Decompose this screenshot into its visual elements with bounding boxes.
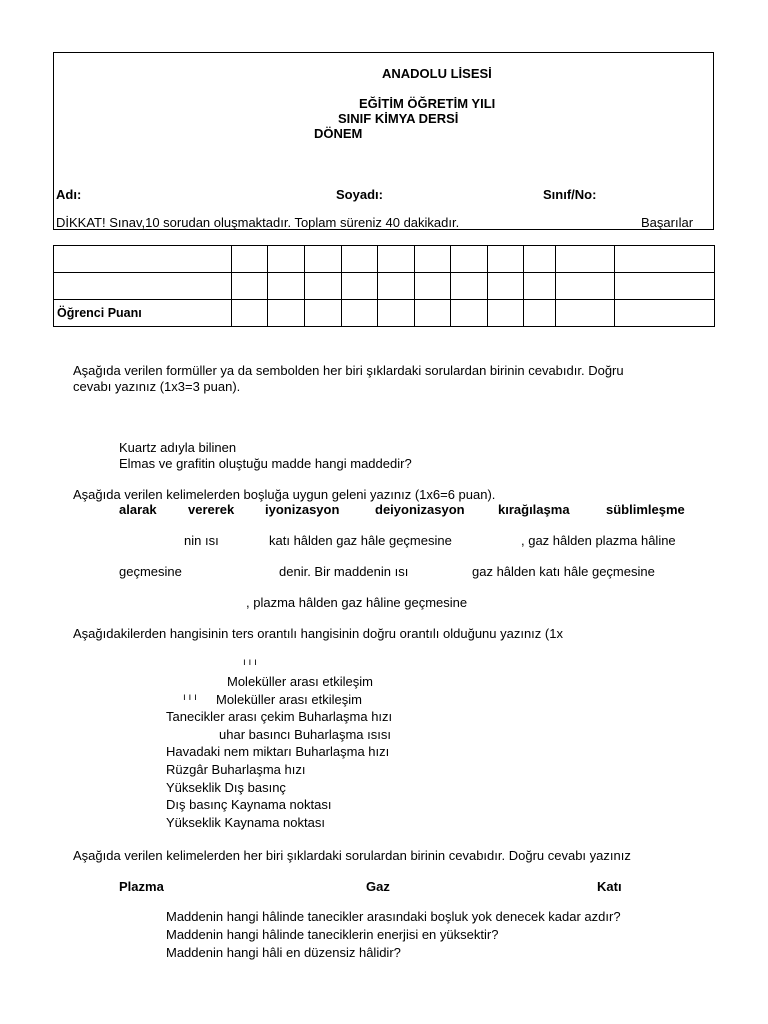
answer-option-gas: Gaz <box>366 879 390 894</box>
proportion-item: Tanecikler arası çekim Buharlaşma hızı <box>166 709 393 724</box>
fill-in-fragment: geçmesine <box>119 564 182 579</box>
proportion-item: Yükseklik Dış basınç <box>166 780 286 795</box>
section4-question-1: Maddenin hangi hâlinde tanecikler arasındaki boşluk yok denecek kadar azdır? <box>166 909 621 924</box>
score-cell <box>556 300 615 327</box>
fill-in-fragment: gaz hâlden katı hâle geçmesine <box>472 564 655 579</box>
section1-question-2: Elmas ve grafitin oluştuğu madde hangi maddedir? <box>119 456 412 471</box>
table-row <box>54 300 715 327</box>
word-option: kırağılaşma <box>498 502 570 517</box>
academic-year-line: EĞİTİM ÖĞRETİM YILI <box>359 96 496 111</box>
good-luck-text: Başarılar <box>641 215 694 230</box>
score-cell <box>556 246 615 273</box>
word-option: süblimleşme <box>606 502 685 517</box>
score-cell <box>488 300 524 327</box>
proportion-item: Havadaki nem miktarı Buharlaşma hızı <box>166 744 390 759</box>
score-cell <box>615 300 715 327</box>
score-cell <box>232 300 268 327</box>
surname-label: Soyadı: <box>336 187 383 202</box>
score-cell <box>268 246 305 273</box>
score-cell <box>415 300 451 327</box>
fill-in-fragment: , plazma hâlden gaz hâline geçmesine <box>246 595 468 610</box>
fill-in-fragment: , gaz hâlden plazma hâline <box>521 533 676 548</box>
score-cell <box>524 300 556 327</box>
score-cell <box>378 273 415 300</box>
score-cell <box>54 246 232 273</box>
section1-question-1: Kuartz adıyla bilinen <box>119 440 237 455</box>
score-cell <box>556 273 615 300</box>
class-number-label: Sınıf/No: <box>543 187 597 202</box>
section1-instruction-cont: cevabı yazınız (1x3=3 puan). <box>73 379 241 394</box>
score-cell <box>378 246 415 273</box>
score-cell <box>268 300 305 327</box>
score-cell <box>451 246 488 273</box>
score-cell <box>451 273 488 300</box>
section4-question-3: Maddenin hangi hâli en düzensiz hâlidir? <box>166 945 401 960</box>
score-cell <box>615 246 715 273</box>
score-cell <box>615 273 715 300</box>
table-row <box>54 246 715 273</box>
score-cell <box>488 273 524 300</box>
section1-instruction: Aşağıda verilen formüller ya da sembolden her biri şıklardaki sorulardan birinin cevabıdır. Doğru <box>73 363 624 378</box>
proportion-item: Rüzgâr Buharlaşma hızı <box>166 762 306 777</box>
word-option: iyonizasyon <box>265 502 340 517</box>
section2-instruction: Aşağıda verilen kelimelerden boşluğa uygun geleni yazınız (1x6=6 puan). <box>73 487 496 502</box>
score-table <box>53 245 715 327</box>
table-row <box>54 273 715 300</box>
word-option: deiyonizasyon <box>375 502 465 517</box>
score-cell <box>268 273 305 300</box>
section3-instruction: Aşağıdakilerden hangisinin ters orantılı hangisinin doğru orantılı olduğunu yazınız (1x <box>73 626 563 641</box>
word-option: vererek <box>188 502 235 517</box>
text-fragment: ı ı ı <box>243 657 257 668</box>
section4-question-2: Maddenin hangi hâlinde taneciklerin enerjisi en yüksektir? <box>166 927 499 942</box>
answer-option-plasma: Plazma <box>119 879 164 894</box>
score-cell <box>524 246 556 273</box>
score-cell <box>342 273 378 300</box>
school-name: ANADOLU LİSESİ <box>382 66 492 81</box>
text-fragment: ı ı ı <box>183 692 197 703</box>
fill-in-fragment: nin ısı <box>184 533 219 548</box>
score-cell <box>524 273 556 300</box>
fill-in-fragment: denir. Bir maddenin ısı <box>279 564 409 579</box>
score-cell <box>451 300 488 327</box>
score-cell <box>232 246 268 273</box>
score-cell <box>54 273 232 300</box>
proportion-item: Dış basınç Kaynama noktası <box>166 797 332 812</box>
term-line: DÖNEM <box>314 126 363 141</box>
fill-in-fragment: katı hâlden gaz hâle geçmesine <box>269 533 452 548</box>
score-cell <box>305 273 342 300</box>
score-cell <box>415 273 451 300</box>
class-course-line: SINIF KİMYA DERSİ <box>338 111 459 126</box>
score-cell <box>415 246 451 273</box>
proportion-item: uhar basıncı Buharlaşma ısısı <box>219 727 391 742</box>
score-cell <box>305 300 342 327</box>
score-cell <box>342 300 378 327</box>
student-score-label: Öğrenci Puanı <box>54 300 232 327</box>
proportion-item: Moleküller arası etkileşim <box>216 692 362 707</box>
word-option: alarak <box>119 502 157 517</box>
score-cell <box>342 246 378 273</box>
score-cell <box>378 300 415 327</box>
name-label: Adı: <box>56 187 82 202</box>
proportion-item: Yükseklik Kaynama noktası <box>166 815 325 830</box>
score-cell <box>232 273 268 300</box>
score-cell <box>488 246 524 273</box>
score-cell <box>305 246 342 273</box>
section4-instruction: Aşağıda verilen kelimelerden her biri şıklardaki sorulardan birinin cevabıdır. Doğru cevabı yazınız <box>73 848 631 863</box>
proportion-item: Moleküller arası etkileşim <box>227 674 373 689</box>
answer-option-solid: Katı <box>597 879 622 894</box>
exam-notice: DİKKAT! Sınav,10 sorudan oluşmaktadır. Toplam süreniz 40 dakikadır. <box>56 215 460 230</box>
